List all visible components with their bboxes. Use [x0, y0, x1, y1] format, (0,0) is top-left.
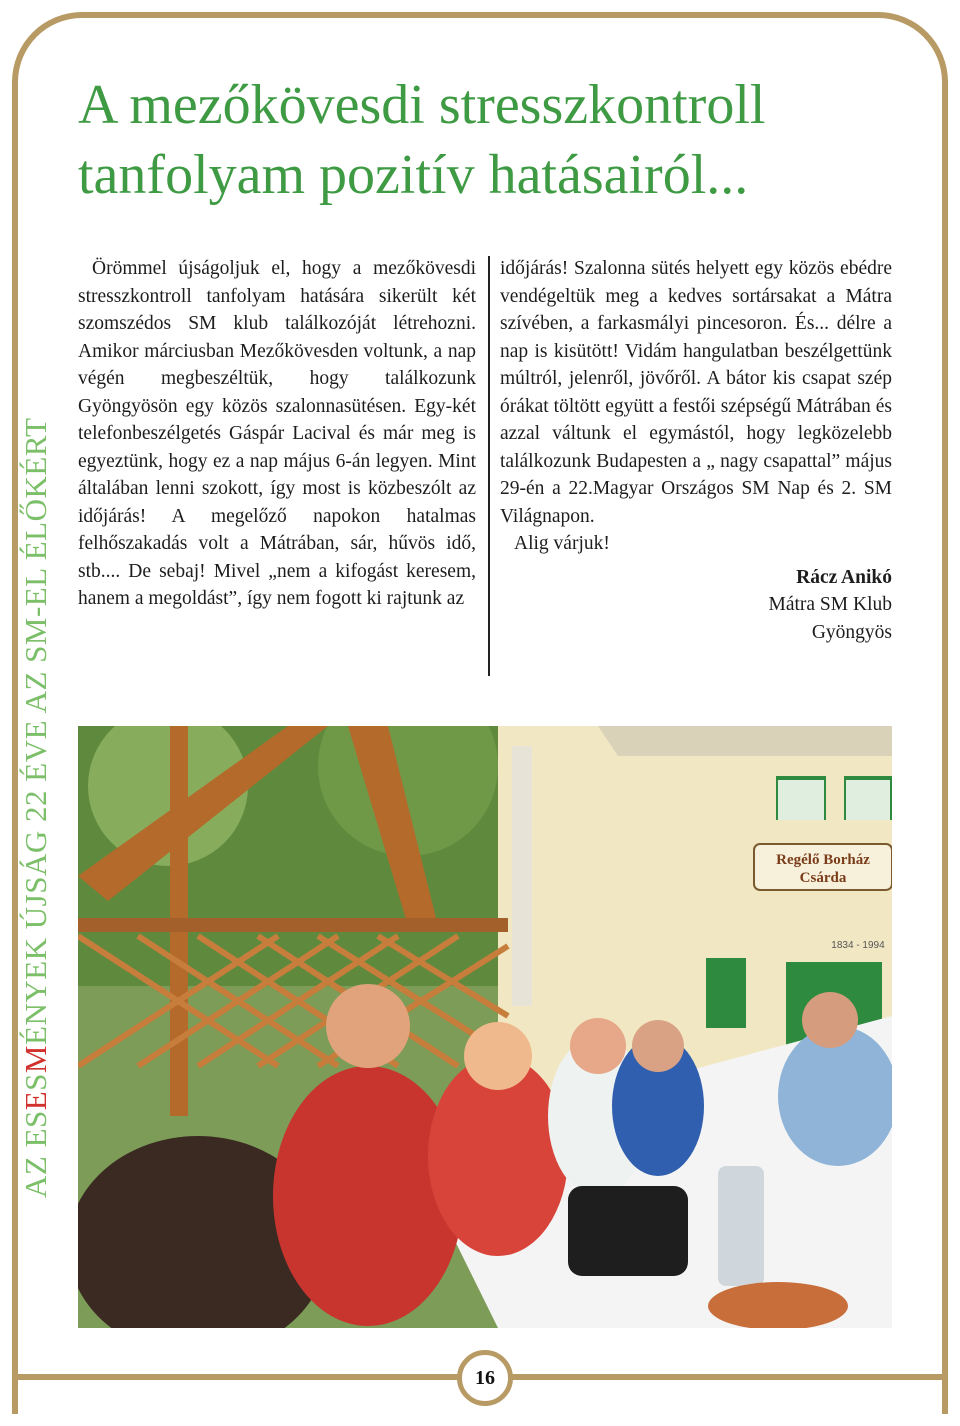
article-left-column: [78, 255, 476, 613]
article-right-column: [500, 255, 892, 646]
column-divider: [488, 256, 490, 676]
photo-sign-line-2: Csárda: [799, 870, 847, 886]
headline-line-1: A mezőkövesdi stresszkontroll: [78, 74, 766, 136]
group-photo-illustration: [78, 726, 892, 1328]
article-right-text: időjárás! Szalonna sütés helyett egy közös ebédre vendégeltük meg a kedves sortársakat a Mátra szívében, a farkasmályi pincesoron. És... délre a nap is kisütött! Vidám hangulatban beszélgettünk múltról, jelenről, jövőről. A bátor kis csapat szép órákat töltött együtt a festői szépségű Mátrában és azzal váltunk el egymástól, hogy legközelebb találkozunk Budapesten a „ nagy csapattal” május 29-én a 22.Magyar Országos SM Nap és 2. SM Világnapon.: [500, 258, 892, 527]
photo-years: 1834 - 1994: [831, 940, 885, 951]
signature-club: Mátra SM Klub: [768, 594, 892, 615]
headline-line-2: tanfolyam pozitív hatásairól...: [78, 144, 749, 206]
article-closing: Alig várjuk!: [514, 533, 610, 554]
headline: [78, 70, 765, 210]
page-number: 16: [457, 1350, 513, 1406]
signature: [500, 564, 892, 647]
photo-sign-line-1: Regélő Borház: [776, 852, 870, 868]
side-title: AZ ESESMÉNYEK ÚJSÁG 22 ÉVE AZ SM-EL ÉLŐKÉRT: [18, 417, 53, 1198]
group-photo: [78, 726, 892, 1328]
signature-name: Rácz Anikó: [796, 566, 892, 588]
signature-city: Gyöngyös: [811, 621, 892, 643]
article-left-text: Örömmel újságoljuk el, hogy a mezőkövesdi stresszkontroll tanfolyam hatására sikerült két szomszédos SM klub találkozóját létrehozni. Amikor márciusban Mezőkövesden voltunk, a nap végén megbeszéltük, hogy találkozunk Gyöngyösön egy közös szalonnasütésen. Egy-két telefonbeszélgetés Gáspár Lacival és már meg is egyeztünk, hogy ez a nap május 6-án legyen. Mint általában lenni szokott, így most is közbeszólt az időjárás! A megelőző napokon hatalmas felhőszakadás volt a Mátrában, sár, hűvös idő, stb.... De sebaj! Mivel „nem a kifogást keresem, hanem a megoldást”, így nem fogott ki rajtunk az: [78, 258, 476, 609]
